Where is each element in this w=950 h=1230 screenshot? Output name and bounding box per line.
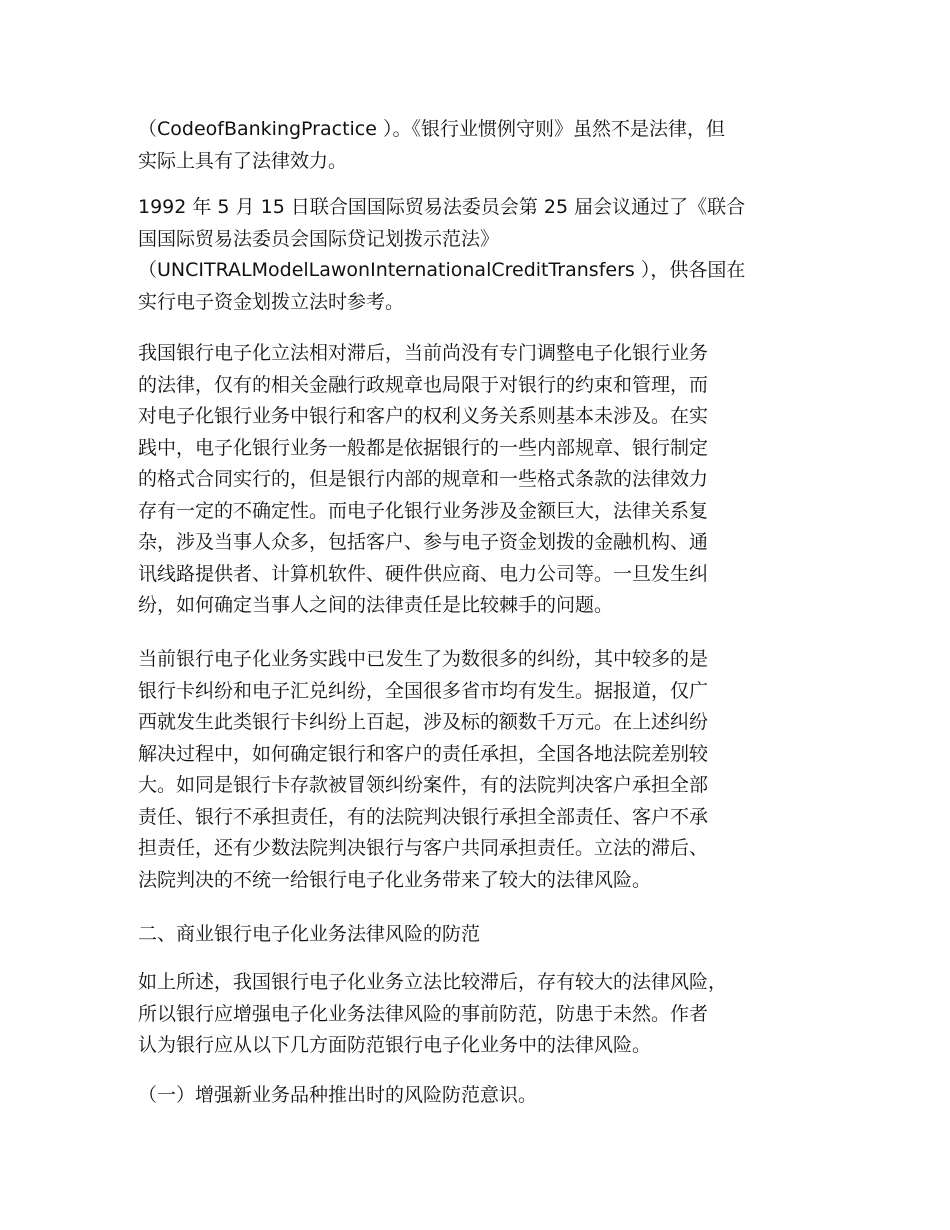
paragraph-legislation-lag	[138, 338, 708, 622]
text-line: 认为银行应从以下几方面防范银行电子化业务中的法律风险。	[138, 1034, 652, 1056]
text-line: 责任、银行不承担责任，有的法院判决银行承担全部责任、客户不承	[138, 805, 709, 828]
text-line: 如上所述，我国银行电子化业务立法比较滞后，存有较大的法律风险，	[138, 971, 728, 993]
text-line: 国国际贸易法委员会国际贷记划拨示范法》	[138, 227, 500, 250]
text-line: 实行电子资金划拨立法时参考。	[138, 290, 405, 313]
text-line: 的格式合同实行的，但是银行内部的规章和一些格式条款的法律效力	[138, 468, 709, 490]
text-line: 二、商业银行电子化业务法律风险的防范	[138, 923, 481, 945]
text-line: 存有一定的不确定性。而电子化银行业务涉及金额巨大，法律关系复	[138, 499, 709, 522]
paragraph-uncitral-model-law	[138, 192, 745, 318]
text-line: （CodeofBankingPractice ）。《银行业惯例守则》虽然不是法律，但	[138, 118, 725, 140]
text-line: 大。如同是银行卡存款被冒领纠纷案件，有的法院判决客户承担全部	[138, 774, 709, 796]
text-line: 对电子化银行业务中银行和客户的权利义务关系则基本未涉及。在实	[138, 405, 709, 427]
text-line: 西就发生此类银行卡纠纷上百起，涉及标的额数千万元。在上述纠纷	[138, 711, 709, 733]
text-line: （UNCITRALModelLawonInternationalCreditTransfers ），供各国在	[138, 259, 746, 281]
text-line: 担责任，还有少数法院判决银行与客户共同承担责任。立法的滞后、	[138, 837, 709, 859]
text-line: 所以银行应增强电子化业务法律风险的事前防范，防患于未然。作者	[138, 1002, 709, 1025]
subsection-heading	[138, 1080, 537, 1112]
text-line: 银行卡纠纷和电子汇兑纠纷，全国很多省市均有发生。据报道，仅广	[138, 679, 709, 702]
text-line: （一）增强新业务品种推出时的风险防范意识。	[138, 1084, 538, 1106]
text-line: 讯线路提供者、计算机软件、硬件供应商、电力公司等。一旦发生纠	[138, 562, 709, 585]
text-line: 法院判决的不统一给银行电子化业务带来了较大的法律风险。	[138, 868, 652, 891]
text-line: 解决过程中，如何确定银行和客户的责任承担，全国各地法院差别较	[138, 742, 709, 765]
text-line: 实际上具有了法律效力。	[138, 149, 348, 172]
paragraph-risk-prevention	[138, 967, 727, 1062]
text-line: 杂，涉及当事人众多，包括客户、参与电子资金划拨的金融机构、通	[138, 531, 709, 553]
text-line: 我国银行电子化立法相对滞后，当前尚没有专门调整电子化银行业务	[138, 342, 709, 364]
text-line: 的法律，仅有的相关金融行政规章也局限于对银行的约束和管理，而	[138, 373, 709, 396]
text-line: 践中，电子化银行业务一般都是依据银行的一些内部规章、银行制定	[138, 436, 709, 459]
paragraph-disputes	[138, 644, 708, 896]
text-line: 纷，如何确定当事人之间的法律责任是比较棘手的问题。	[138, 594, 614, 616]
paragraph-banking-code	[138, 114, 725, 177]
text-line: 1992 年 5 月 15 日联合国国际贸易法委员会第 25 届会议通过了《联合	[138, 196, 746, 218]
section-heading	[138, 919, 480, 951]
text-line: 当前银行电子化业务实践中已发生了为数很多的纠纷，其中较多的是	[138, 648, 709, 670]
